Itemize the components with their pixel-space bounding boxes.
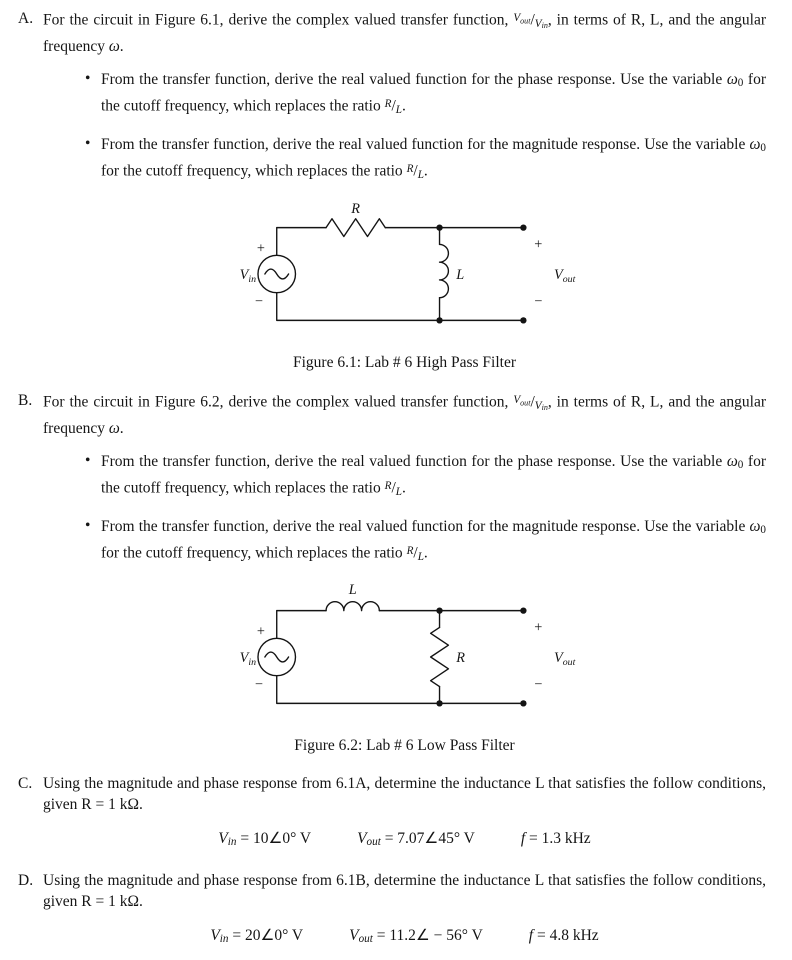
resistor-symbol bbox=[326, 219, 385, 237]
item-c-text: Using the magnitude and phase response from 6.1A, determine the inductance L that satisfies the follow conditions, given R = 1 kΩ. bbox=[43, 774, 766, 813]
wire bbox=[276, 228, 523, 321]
node-dot bbox=[436, 700, 442, 706]
node-dot bbox=[436, 318, 442, 324]
wire bbox=[276, 610, 523, 703]
terminal-dot bbox=[520, 318, 526, 324]
item-b-label: B. bbox=[18, 392, 33, 410]
figure-6-2-caption: Figure 6.2: Lab # 6 Low Pass Filter bbox=[294, 736, 515, 754]
shunt-component-label: R bbox=[455, 649, 465, 666]
item-a-text: For the circuit in Figure 6.1, derive the complex valued transfer function, $^Vout/V_{in}$, in terms of R, L, and the angular frequency ω. bbox=[43, 11, 767, 56]
terminal-dot bbox=[520, 225, 526, 231]
inductor-symbol bbox=[439, 245, 448, 298]
sine-wave-icon bbox=[264, 652, 288, 662]
terminal-dot bbox=[520, 700, 526, 706]
shunt-component-label: L bbox=[455, 267, 464, 284]
output-plus-sign: + bbox=[533, 618, 542, 635]
item-d-label: D. bbox=[18, 871, 34, 889]
problem-item-a bbox=[18, 8, 766, 373]
bullet-icon: • bbox=[85, 70, 91, 88]
item-a-label: A. bbox=[18, 10, 34, 27]
resistor-symbol bbox=[430, 627, 448, 686]
bullet-item bbox=[85, 69, 766, 121]
series-component-label: L bbox=[348, 582, 357, 598]
source-minus-sign: − bbox=[254, 676, 263, 693]
problem-item-d bbox=[18, 870, 766, 950]
terminal-dot bbox=[520, 607, 526, 613]
series-component-label: R bbox=[350, 201, 360, 218]
figure-6-1 bbox=[43, 200, 766, 373]
equation-vin: Vin = 10∠0° V bbox=[218, 829, 312, 848]
bullet-text: From the transfer function, derive the real valued function for the magnitude response. Use the variable ω0 for the cutoff frequency, which replaces the ratio $^R$/L. bbox=[101, 136, 766, 182]
node-dot bbox=[436, 607, 442, 613]
bullet-text: From the transfer function, derive the real valued function for the magnitude response. Use the variable ω0 for the cutoff frequency, which replaces the ratio $^R$/L. bbox=[101, 518, 766, 564]
vin-label: $V_{in}$ bbox=[239, 649, 256, 668]
item-a-bullets bbox=[43, 69, 766, 186]
source-minus-sign: − bbox=[254, 293, 263, 310]
equation-frequency: f = 4.8 kHz bbox=[528, 926, 599, 944]
equation-frequency: f = 1.3 kHz bbox=[520, 829, 591, 847]
figure-6-1-caption: Figure 6.1: Lab # 6 High Pass Filter bbox=[292, 354, 517, 372]
bullet-icon: • bbox=[85, 517, 91, 535]
low-pass-circuit-diagram bbox=[190, 583, 620, 731]
bullet-text: From the transfer function, derive the real valued function for the phase response. Use the variable ω0 for the cutoff frequency, which replaces the ratio $^R$/L. bbox=[101, 453, 766, 499]
problem-item-c bbox=[18, 773, 766, 853]
bullet-icon: • bbox=[85, 452, 91, 470]
equation-vout: Vout = 7.07∠45° V bbox=[357, 829, 475, 848]
vout-label: $V_{out}$ bbox=[553, 267, 575, 286]
bullet-text: From the transfer function, derive the real valued function for the phase response. Use the variable ω0 for the cutoff frequency, which replaces the ratio $^R$/L. bbox=[101, 71, 766, 117]
source-plus-sign: + bbox=[256, 622, 265, 639]
bullet-icon: • bbox=[85, 135, 91, 153]
equation-vin: Vin = 20∠0° V bbox=[210, 926, 304, 945]
figure-6-2 bbox=[43, 583, 766, 756]
item-b-text: For the circuit in Figure 6.2, derive the complex valued transfer function, $^Vout/V_{in}$, in terms of R, L, and the angular frequency ω. bbox=[43, 393, 767, 438]
high-pass-circuit-diagram bbox=[190, 200, 620, 348]
item-d-equations bbox=[43, 925, 766, 950]
item-b-bullets bbox=[43, 451, 766, 568]
source-plus-sign: + bbox=[256, 240, 265, 257]
equation-vout: Vout = 11.2∠ − 56° V bbox=[349, 926, 483, 945]
output-minus-sign: − bbox=[533, 293, 542, 310]
output-plus-sign: + bbox=[533, 236, 542, 253]
vin-label: $V_{in}$ bbox=[239, 267, 256, 286]
vout-label: $V_{out}$ bbox=[553, 649, 575, 668]
bullet-item bbox=[85, 134, 766, 186]
inductor-symbol bbox=[326, 601, 379, 610]
problem-item-b bbox=[18, 390, 766, 755]
bullet-item bbox=[85, 451, 766, 503]
item-d-text: Using the magnitude and phase response from 6.1B, determine the inductance L that satisfies the follow conditions, given R = 1 kΩ. bbox=[43, 871, 766, 910]
item-c-equations bbox=[43, 828, 766, 853]
sine-wave-icon bbox=[264, 269, 288, 279]
item-c-label: C. bbox=[18, 774, 33, 792]
output-minus-sign: − bbox=[533, 676, 542, 693]
node-dot bbox=[436, 225, 442, 231]
bullet-item bbox=[85, 516, 766, 568]
